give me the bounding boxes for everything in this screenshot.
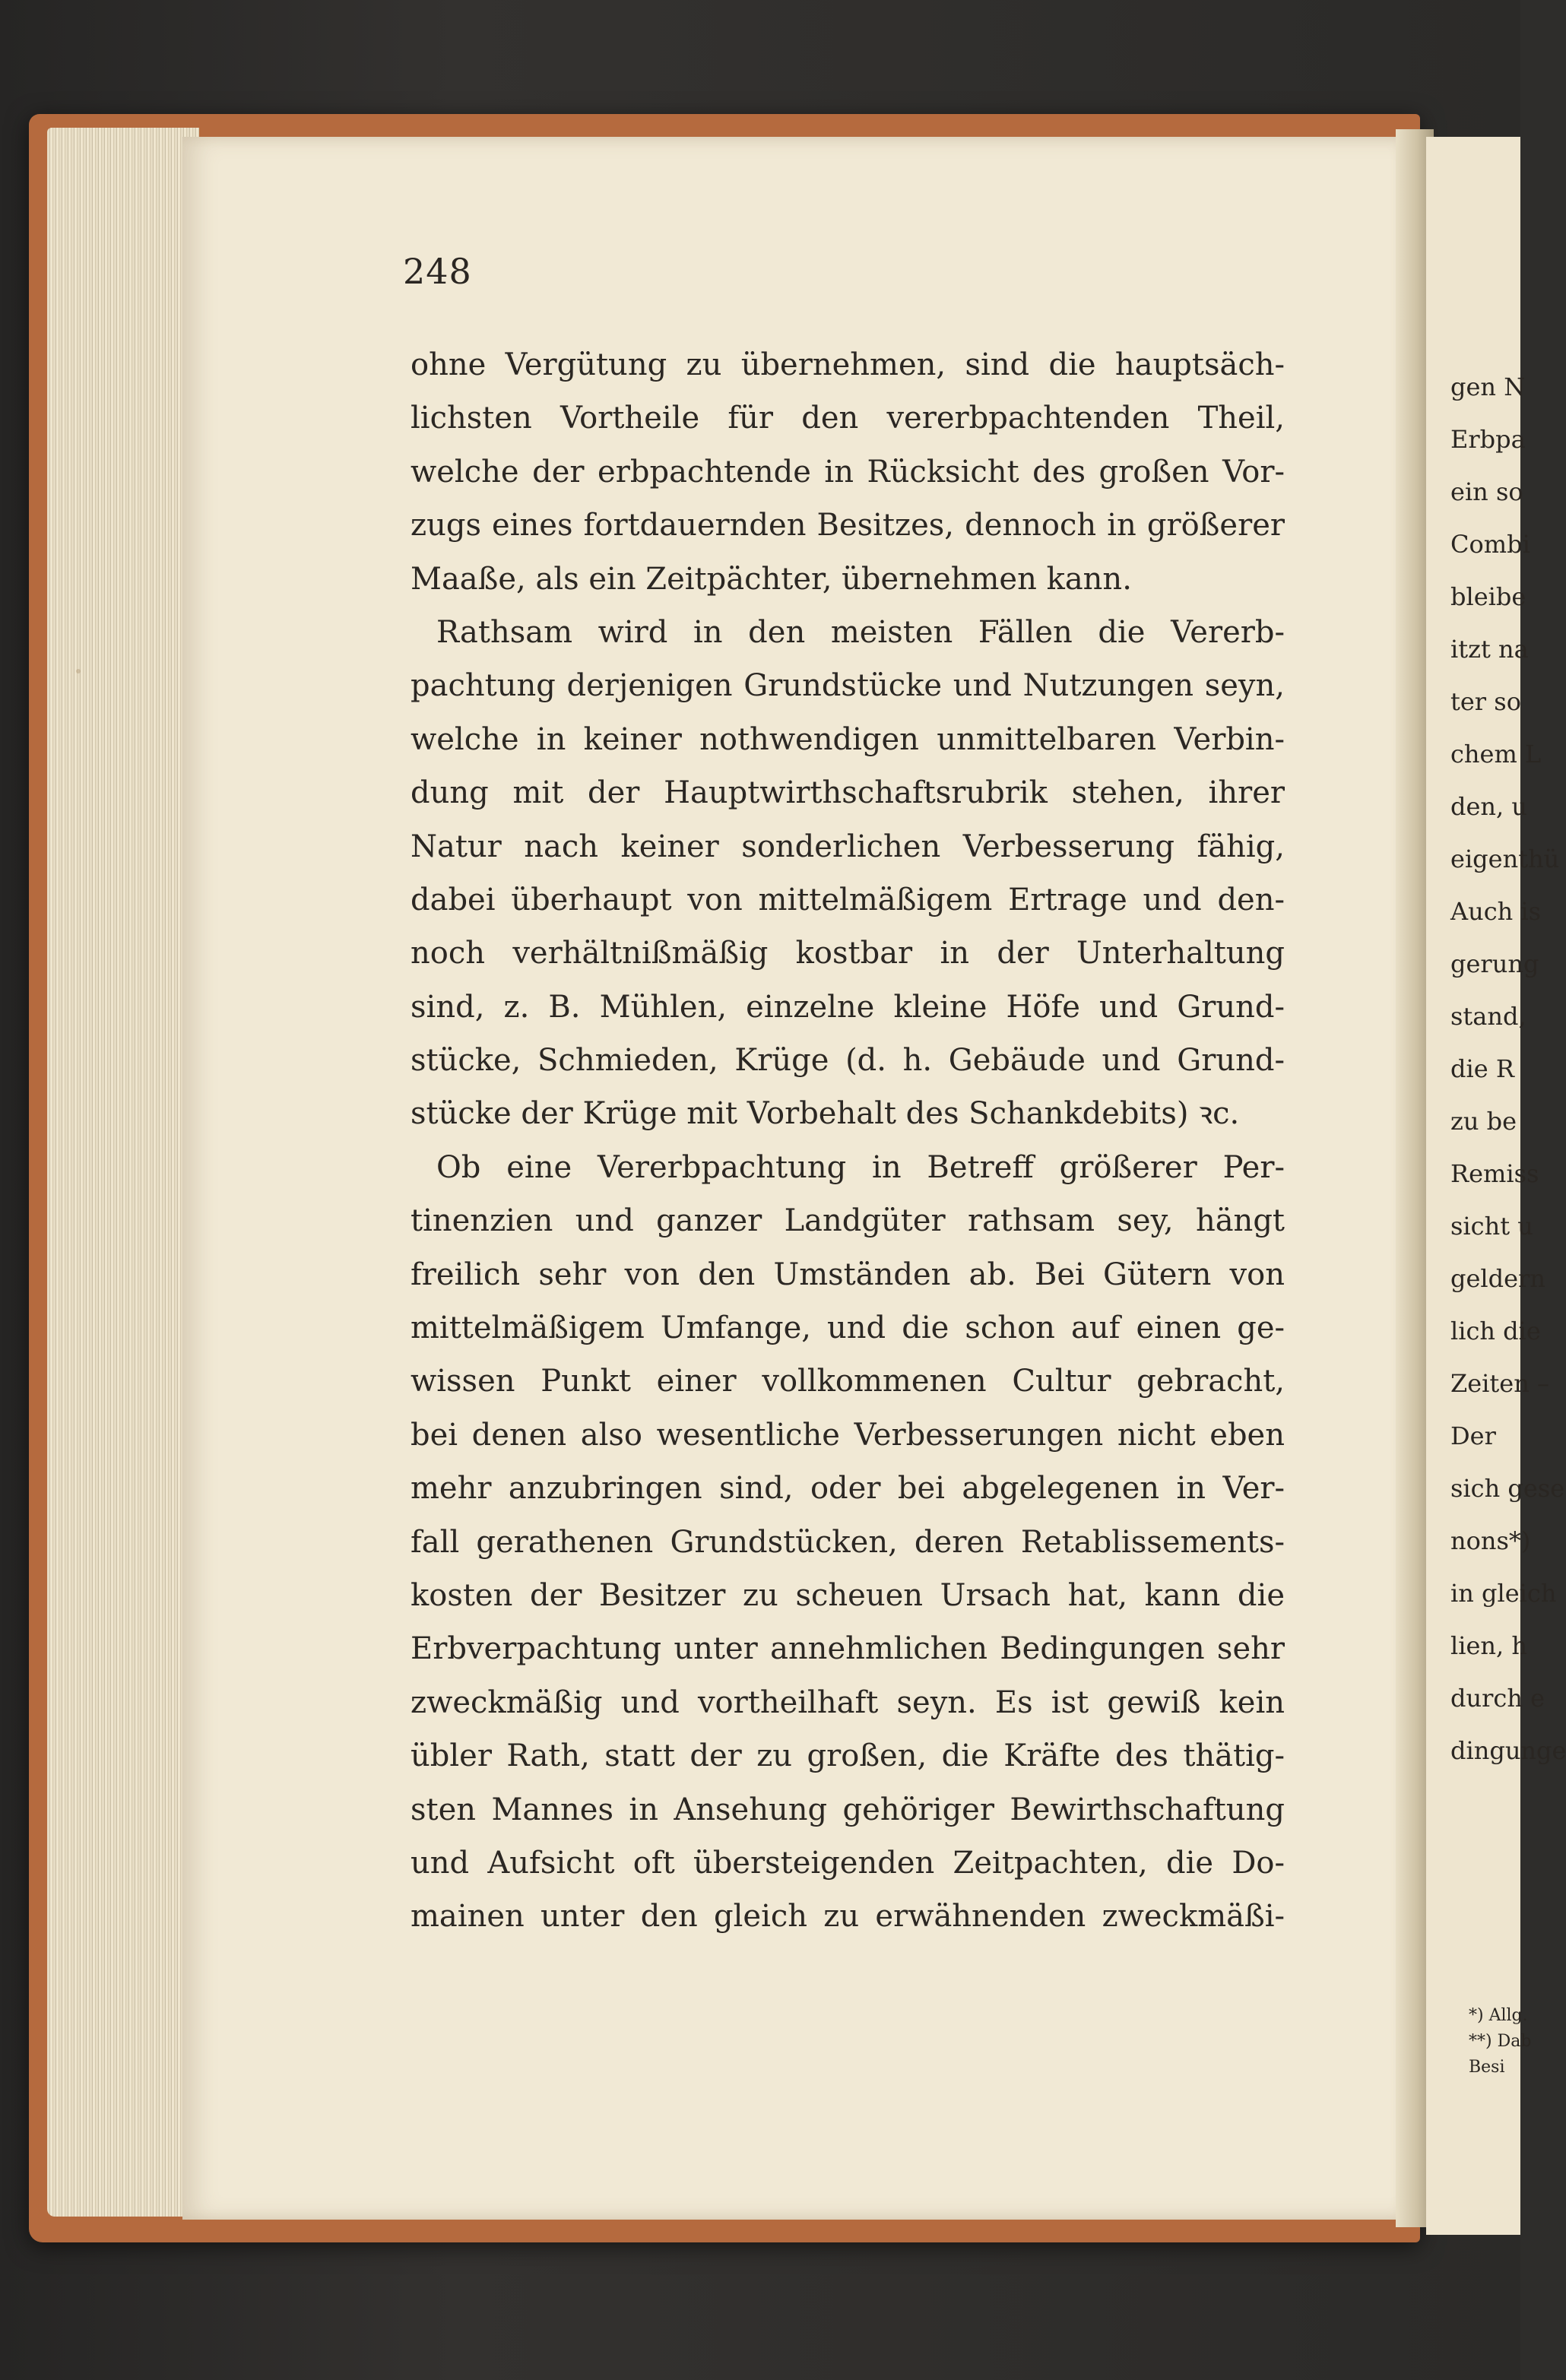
text-line: dung mit der Hauptwirthschaftsrubrik stehen, ihrer xyxy=(411,775,1285,811)
facing-page-line: zu be xyxy=(1450,1107,1517,1136)
text-line: noch verhältnißmäßig kostbar in der Unterhaltung xyxy=(411,936,1285,971)
text-line: übler Rath, statt der zu großen, die Kräfte des thätig- xyxy=(411,1738,1285,1774)
facing-page-line: chem L xyxy=(1450,740,1542,769)
text-line: Rathsam wird in den meisten Fällen die Vererb- xyxy=(436,614,1285,650)
page-number: 248 xyxy=(403,251,472,292)
text-line: Ob eine Vererbpachtung in Betreff größerer Per- xyxy=(436,1149,1285,1185)
facing-page-line: Erbpa xyxy=(1450,425,1526,454)
facing-page-line: eigenthü xyxy=(1450,845,1560,873)
facing-page-line: itzt na xyxy=(1450,635,1529,664)
text-line: dabei überhaupt von mittelmäßigem Ertrage und den- xyxy=(411,882,1285,917)
facing-page-line: Zeiten – xyxy=(1450,1369,1549,1398)
text-line: zugs eines fortdauernden Besitzes, dennoch in größerer xyxy=(411,508,1285,544)
body-text xyxy=(411,338,1285,1944)
facing-page-line: nons*) xyxy=(1450,1526,1531,1555)
text-line: Maaße, als ein Zeitpächter, übernehmen kann. xyxy=(411,561,1132,597)
facing-page-line: gen N xyxy=(1450,372,1526,401)
text-line: pachtung derjenigen Grundstücke und Nutzungen seyn, xyxy=(411,668,1285,704)
text-line: zweckmäßig und vortheilhaft seyn. Es ist gewiß kein xyxy=(411,1684,1285,1720)
facing-page-line: lich die xyxy=(1450,1317,1541,1345)
facing-page-line: geldern xyxy=(1450,1264,1545,1293)
text-line: wissen Punkt einer vollkommenen Cultur gebracht, xyxy=(411,1364,1285,1399)
facing-page-line: sicht u xyxy=(1450,1212,1533,1241)
facing-page xyxy=(1426,137,1566,2235)
facing-page-line: sich gese xyxy=(1450,1474,1565,1503)
facing-page-line: stand, xyxy=(1450,1002,1526,1031)
text-line: mainen unter den gleich zu erwähnenden zweckmäßi- xyxy=(411,1899,1285,1935)
facing-page-line: Der xyxy=(1450,1421,1496,1450)
text-line: stücke der Krüge mit Vorbehalt des Schankdebits) ꝛc. xyxy=(411,1096,1240,1132)
facing-page-line: ter so xyxy=(1450,687,1521,716)
text-line: sind, z. B. Mühlen, einzelne kleine Höfe und Grund- xyxy=(411,989,1285,1025)
text-line: sten Mannes in Ansehung gehöriger Bewirthschaftung xyxy=(411,1792,1285,1827)
facing-page-footnote: *) Allg. xyxy=(1469,2006,1528,2025)
facing-page-footnote: Besi xyxy=(1469,2058,1505,2077)
page-edges xyxy=(47,128,199,2217)
facing-page-line: den, u xyxy=(1450,792,1527,821)
facing-page-line: bleibe xyxy=(1450,582,1526,611)
text-line: und Aufsicht oft übersteigenden Zeitpachten, die Do- xyxy=(411,1845,1285,1881)
text-line: mittelmäßigem Umfange, und die schon auf einen ge- xyxy=(411,1310,1285,1346)
text-line: welche in keiner nothwendigen unmittelbaren Verbin- xyxy=(411,721,1285,757)
facing-page-line: ein so xyxy=(1450,477,1523,506)
facing-page-line: lien, h xyxy=(1450,1631,1527,1660)
text-line: Natur nach keiner sonderlichen Verbesserung fähig, xyxy=(411,829,1285,864)
text-line: mehr anzubringen sind, oder bei abgelegenen in Ver- xyxy=(411,1471,1285,1507)
text-line: freilich sehr von den Umständen ab. Bei Gütern von xyxy=(411,1257,1285,1292)
text-line: Erbverpachtung unter annehmlichen Bedingungen sehr xyxy=(411,1631,1285,1667)
facing-page-footnote: **) Dab xyxy=(1469,2032,1532,2051)
facing-page-line: Combi xyxy=(1450,530,1530,559)
text-line: kosten der Besitzer zu scheuen Ursach hat, kann die xyxy=(411,1577,1285,1613)
facing-page-line: die R xyxy=(1450,1054,1514,1083)
facing-page-line: in gleich xyxy=(1450,1579,1557,1608)
text-line: welche der erbpachtende in Rücksicht des großen Vor- xyxy=(411,454,1285,490)
text-line: fall gerathenen Grundstücken, deren Retablissements- xyxy=(411,1524,1285,1560)
facing-page-line: gerung xyxy=(1450,949,1539,978)
facing-page-line: dingunge xyxy=(1450,1736,1566,1765)
facing-page-text xyxy=(1450,361,1566,1777)
facing-page-line: durch e xyxy=(1450,1684,1545,1713)
text-line: stücke, Schmieden, Krüge (d. h. Gebäude und Grund- xyxy=(411,1043,1285,1079)
text-line: bei denen also wesentliche Verbesserungen nicht eben xyxy=(411,1417,1285,1453)
text-line: ohne Vergütung zu übernehmen, sind die hauptsäch- xyxy=(411,347,1285,382)
text-line: lichsten Vortheile für den vererbpachtenden Theil, xyxy=(411,401,1285,436)
facing-page-line: Auch is xyxy=(1450,897,1542,926)
foxing-spot xyxy=(76,669,81,673)
facing-page-footnotes xyxy=(1469,2003,1532,2081)
facing-page-line: Remiss xyxy=(1450,1159,1539,1188)
text-line: tinenzien und ganzer Landgüter rathsam sey, hängt xyxy=(411,1203,1285,1239)
